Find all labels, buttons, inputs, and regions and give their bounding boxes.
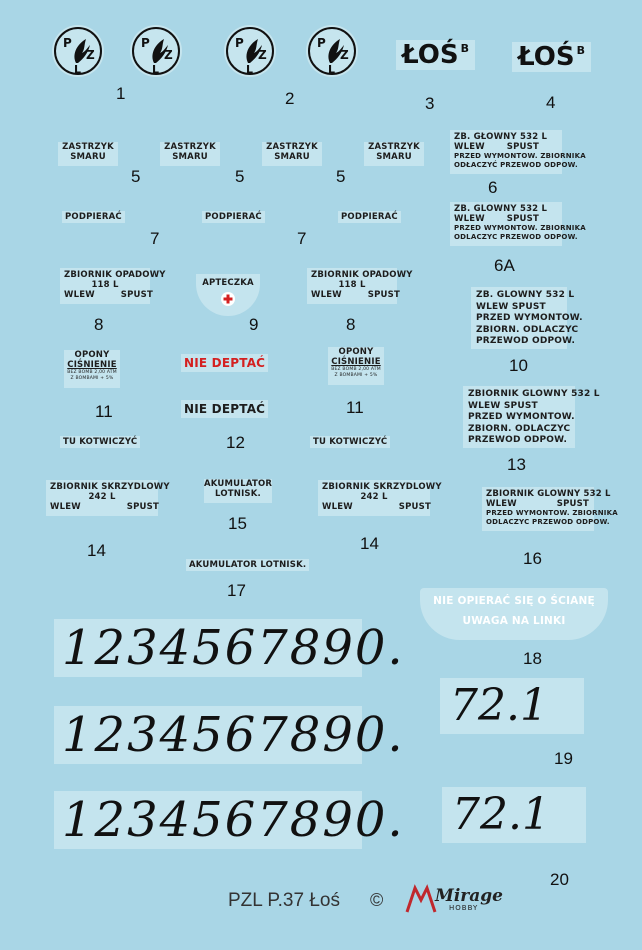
logo-letter-l: L — [246, 63, 254, 76]
decal-number: 19 — [554, 749, 573, 768]
decal-number: 5 — [131, 167, 141, 186]
decal-line: PRZED WYMONTOW. — [468, 412, 575, 422]
apteczka-label: APTECZKA — [202, 278, 254, 288]
zbiornik-skrzydlowy-decal — [318, 480, 442, 516]
pzl-bird-icon — [130, 25, 182, 77]
decal-line: OPONY — [338, 347, 374, 357]
decal-number: 8 — [346, 315, 356, 334]
decal-line: ZBIORNIK GLOWNY 532 L — [468, 389, 600, 399]
podpierac-decal: PODPIERAĆ — [62, 211, 125, 223]
opony-cisnienie-decal — [328, 347, 384, 385]
zbiornik-glowny-decal-13 — [463, 386, 600, 448]
decal-number: 15 — [228, 514, 247, 533]
digits-decal: 1234567890. — [54, 791, 362, 849]
zb-glowny-decal-6a — [450, 202, 586, 246]
decal-line: WLEW SPUST — [486, 499, 589, 509]
decal-number: 9 — [249, 315, 259, 334]
logo-letter-p: P — [141, 36, 150, 50]
decal-number: 16 — [523, 549, 542, 568]
registration-decal: 72.1 — [442, 787, 586, 843]
decal-line: LOTNISK. — [215, 489, 261, 499]
decal-line: ZB. GŁOWNY 532 L — [454, 132, 548, 142]
los-text: ŁOŚ — [518, 42, 575, 72]
akumulator-decal — [204, 479, 272, 503]
decal-line: ZBIORN. ODLACZYC — [468, 423, 571, 434]
logo-letter-z: Z — [86, 48, 95, 62]
decal-number: 7 — [150, 229, 160, 248]
decal-number: 18 — [523, 649, 542, 668]
decal-line: ODLACZYC PRZEWOD ODPOW. — [454, 233, 578, 241]
los-decal — [512, 42, 591, 72]
decal-line: WLEW SPUST — [454, 214, 539, 224]
decal-number: 6 — [488, 178, 498, 197]
decal-line: CIŚNIENIE — [331, 357, 381, 367]
decal-number: 6A — [494, 256, 515, 275]
pzl-logo-decal — [52, 25, 104, 77]
zbiornik-opadowy-decal — [307, 268, 413, 304]
decal-line: UWAGA NA LINKI — [462, 615, 566, 627]
nie-deptac-black-decal: NIE DEPTAĆ — [181, 400, 268, 418]
decal-number: 13 — [507, 455, 526, 474]
logo-letter-p: P — [317, 36, 326, 50]
logo-letter-p: P — [235, 36, 244, 50]
decal-number: 17 — [227, 581, 246, 600]
pzl-bird-icon — [224, 25, 276, 77]
zastrzyk-smaru-decal: ZASTRZYK SMARU — [160, 142, 220, 166]
decal-line: 242 L — [360, 492, 388, 502]
los-decal — [396, 40, 475, 70]
decal-line-small: BEZ BOMB 2,00 ATM Z BOMBAMI + 5% — [67, 370, 117, 381]
decal-line: ZB. GLOWNY 532 L — [476, 290, 575, 300]
pzl-logo-decal — [130, 25, 182, 77]
tu-kotwiczyc-decal: TU KOTWICZYĆ — [310, 436, 390, 448]
red-cross-icon — [221, 292, 235, 306]
zbiornik-skrzydlowy-decal — [46, 480, 170, 516]
pzl-bird-icon — [52, 25, 104, 77]
decal-line: 242 L — [88, 492, 116, 502]
decal-number: 11 — [95, 402, 113, 421]
footer-title: PZL P.37 Łoś — [228, 890, 340, 911]
decal-number: 14 — [360, 534, 379, 553]
los-text: ŁOŚ — [402, 40, 459, 70]
logo-letter-z: Z — [258, 48, 267, 62]
logo-letter-l: L — [74, 63, 82, 76]
decal-line: CIŚNIENIE — [67, 360, 117, 370]
akumulator-lotnisk-decal: AKUMULATOR LOTNISK. — [186, 559, 309, 571]
decal-line: AKUMULATOR — [204, 479, 273, 489]
decal-number: 14 — [87, 541, 106, 560]
decal-number: 12 — [226, 433, 245, 452]
decal-line: ZB. GLOWNY 532 L — [454, 204, 548, 214]
decal-line: ZBIORNIK GLOWNY 532 L — [486, 489, 611, 499]
logo-letter-p: P — [63, 36, 72, 50]
mirage-hobby-logo — [405, 884, 503, 916]
decal-line: WLEW SPUST — [454, 142, 539, 152]
decal-number: 5 — [336, 167, 346, 186]
decal-line-small: BEZ BOMB 2,00 ATM Z BOMBAMI + 5% — [331, 367, 381, 378]
decal-number: 7 — [297, 229, 307, 248]
decal-number: 1 — [116, 84, 126, 103]
decal-line: PRZED WYMONTOW. — [476, 313, 583, 323]
pzl-logo-decal — [224, 25, 276, 77]
opony-cisnienie-decal — [64, 350, 120, 388]
decal-number: 4 — [546, 93, 556, 112]
decal-line: PRZED WYMONTOW. ZBIORNIKA — [454, 152, 586, 160]
decal-number: 3 — [425, 94, 435, 113]
zastrzyk-smaru-decal: ZASTRZYK SMARU — [364, 142, 424, 166]
zbiornik-glowny-decal-16 — [482, 487, 618, 531]
decal-line: WLEW SPUST — [476, 301, 546, 312]
zbiornik-opadowy-decal — [60, 268, 166, 304]
decal-number: 11 — [346, 398, 364, 417]
decal-line: WLEW SPUST — [64, 290, 153, 300]
nie-opierac-decal — [420, 588, 608, 640]
podpierac-decal: PODPIERAĆ — [202, 211, 265, 223]
mirage-brand: Mirage — [435, 886, 503, 906]
logo-letter-z: Z — [340, 48, 349, 62]
decal-number: 20 — [550, 870, 569, 889]
decal-line: ZBIORNIK OPADOWY — [64, 270, 166, 280]
logo-letter-z: Z — [164, 48, 173, 62]
copyright-symbol: © — [370, 890, 384, 910]
los-sup: B — [576, 44, 585, 57]
decal-line: ODLACZYC PRZEWOD ODPOW. — [486, 518, 610, 526]
decal-line: ZBIORNIK SKRZYDLOWY — [322, 482, 442, 492]
decal-line: WLEW SPUST — [322, 502, 431, 512]
decal-number: 2 — [285, 89, 295, 108]
zb-glowny-decal-6 — [450, 130, 586, 174]
digits-decal: 1234567890. — [54, 619, 362, 677]
decal-line: WLEW SPUST — [468, 400, 538, 411]
los-sup: B — [460, 42, 469, 55]
zastrzyk-smaru-decal: ZASTRZYK SMARU — [262, 142, 322, 166]
decal-line: 118 L — [91, 280, 119, 290]
decal-line: ZBIORNIK OPADOWY — [311, 270, 413, 280]
decal-line: 118 L — [338, 280, 366, 290]
decal-line: PRZEWOD ODPOW. — [468, 435, 568, 445]
decal-line: ZBIORNIK SKRZYDLOWY — [50, 482, 170, 492]
decal-line: WLEW SPUST — [311, 290, 400, 300]
decal-number: 8 — [94, 315, 104, 334]
decal-line: WLEW SPUST — [50, 502, 159, 512]
decal-line: ZBIORN. ODLACZYC — [476, 324, 579, 335]
decal-number: 10 — [509, 356, 528, 375]
logo-letter-l: L — [328, 63, 336, 76]
decal-line: PRZEWOD ODPOW. — [476, 336, 576, 346]
mirage-brand-sub: HOBBY — [449, 904, 479, 912]
zb-glowny-decal-10 — [471, 287, 583, 349]
decal-line: PRZED WYMONTOW. ZBIORNIKA — [454, 224, 586, 232]
decal-line: OPONY — [74, 350, 110, 360]
apteczka-decal — [196, 274, 260, 316]
tu-kotwiczyc-decal: TU KOTWICZYĆ — [60, 436, 140, 448]
decal-number: 5 — [235, 167, 245, 186]
decal-line: PRZED WYMONTOW. ZBIORNIKA — [486, 509, 618, 517]
zastrzyk-smaru-decal: ZASTRZYK SMARU — [58, 142, 118, 166]
digits-decal: 1234567890. — [54, 706, 362, 764]
decal-line: ODŁACZYĆ PRZEWOD ODPOW. — [454, 161, 578, 169]
pzl-logo-decal — [306, 25, 358, 77]
registration-decal: 72.1 — [440, 678, 584, 734]
logo-letter-l: L — [152, 63, 160, 76]
pzl-bird-icon — [306, 25, 358, 77]
nie-deptac-red-decal: NIE DEPTAĆ — [181, 354, 268, 372]
decal-line: NIE OPIERAĆ SIĘ O ŚCIANĘ — [433, 595, 595, 607]
podpierac-decal: PODPIERAĆ — [338, 211, 401, 223]
